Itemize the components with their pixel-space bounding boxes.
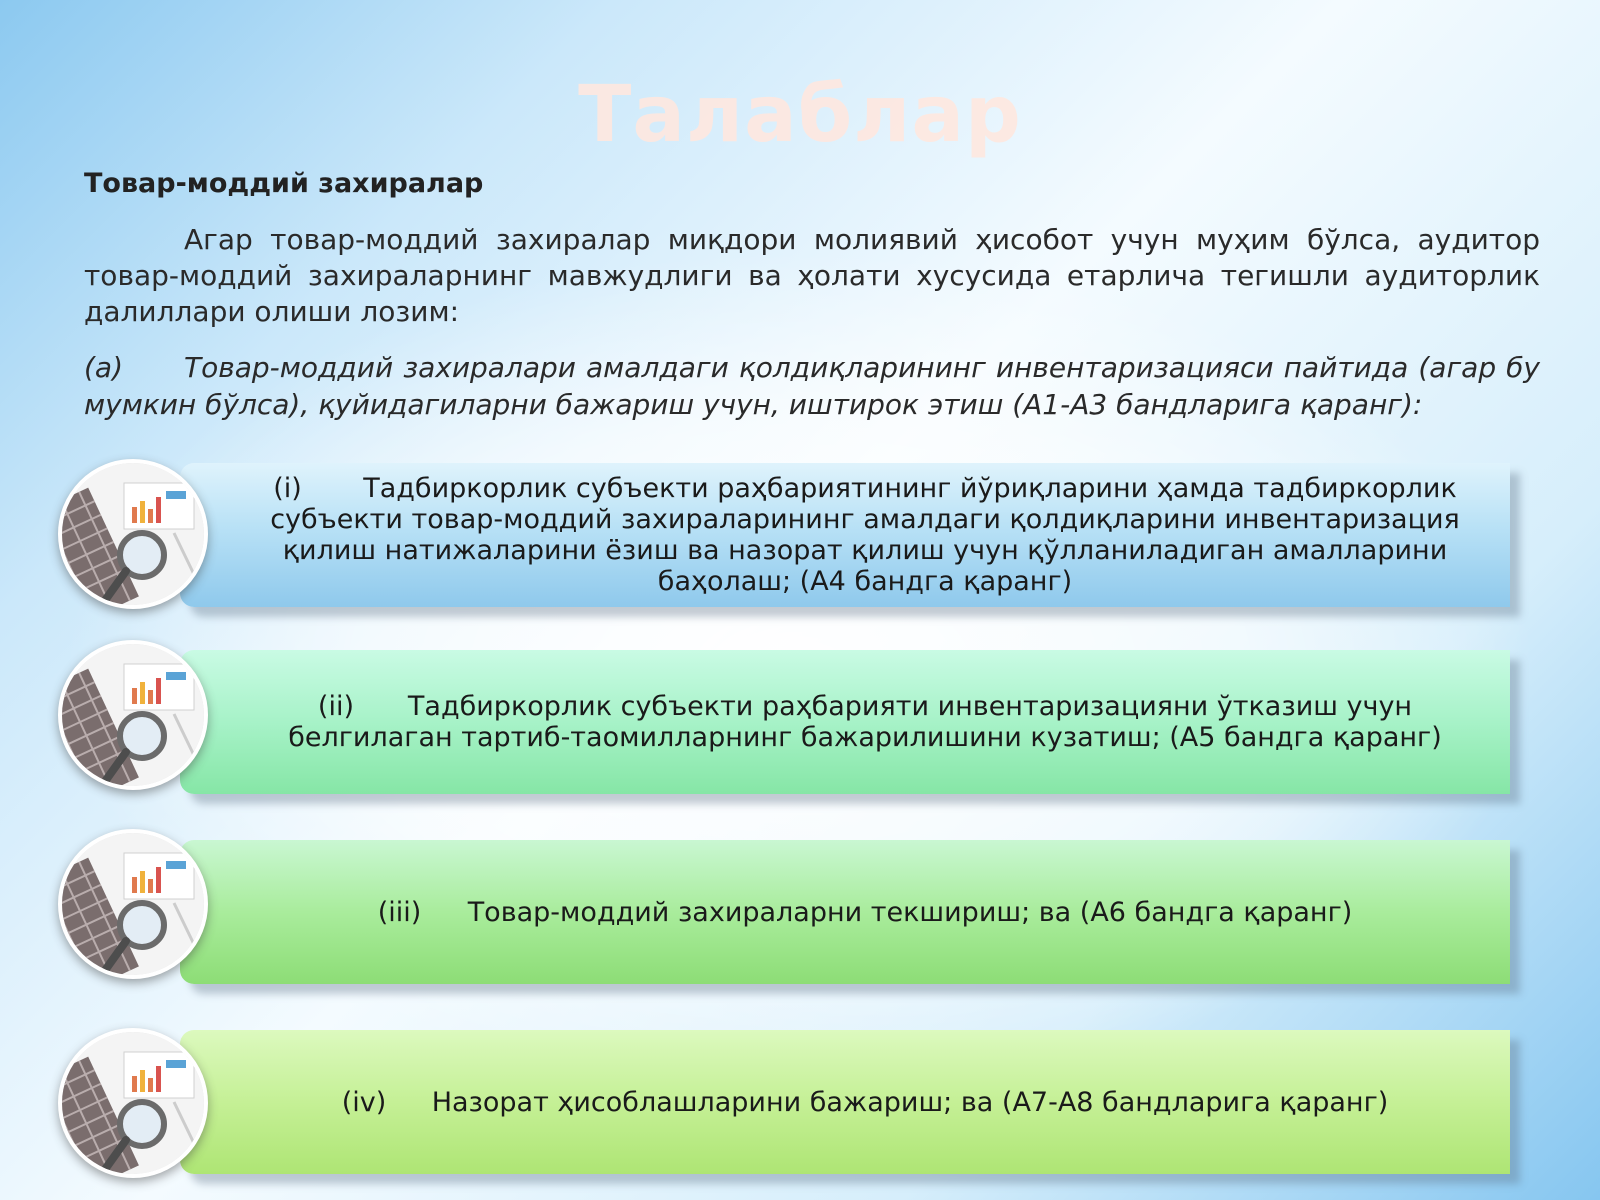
card-marker: (iv) [341, 1086, 387, 1118]
intro-paragraph: Агар товар-моддий захиралар миқдори молиявий ҳисобот учун муҳим бўлса, аудитор товар-моддий захираларнинг мавжудлиги ва ҳолати хусусида етарлича тегишли аудиторлик далиллари олиши лозим: [84, 223, 1540, 328]
card-marker: (ii) [317, 691, 354, 722]
card-marker: (i) [273, 473, 302, 504]
item-a-text: Товар-моддий захиралари амалдаги қолдиқларининг инвентаризацияси пайтида (агар бу мумкин бўлса), қуйидагиларни бажариш учун, иштирок этиш (А1-А3 бандларига қаранг): [84, 351, 1540, 421]
card-item-i [180, 463, 1510, 607]
card-text [378, 897, 1353, 928]
card-body: Назорат ҳисоблашларини бажариш; ва (А7-А8 бандларига қаранг) [431, 1086, 1389, 1118]
card-text [342, 1087, 1389, 1118]
item-a-marker: (а) [84, 351, 124, 384]
card-text [250, 691, 1480, 753]
card-item-ii [180, 650, 1510, 794]
card-body: Товар-моддий захираларни текшириш; ва (А6 бандга қаранг) [467, 896, 1353, 928]
card-body: Тадбиркорлик субъекти раҳбариятининг йўриқларини ҳамда тадбиркорлик субъекти товар-моддий захираларининг амалдаги қолдиқларини инвентаризация қилиш натижаларини ёзиш ва назорат қилиш учун қўлланиладиган амалларини баҳолаш; (А4 бандга қаранг) [270, 473, 1460, 597]
card-item-iii [180, 840, 1510, 984]
analytics-magnifier-icon [58, 459, 208, 609]
slide-title: Талаблар [578, 70, 1022, 160]
analytics-magnifier-icon [58, 640, 208, 790]
section-heading: Товар-моддий захиралар [84, 168, 484, 199]
card-body: Тадбиркорлик субъекти раҳбарияти инвентаризацияни ўтказиш учун белгилаган тартиб-таомилларнинг бажарилишини кузатиш; (А5 бандга қаранг) [288, 691, 1442, 753]
card-item-iv [180, 1030, 1510, 1174]
analytics-magnifier-icon [58, 1028, 208, 1178]
card-marker: (iii) [377, 896, 422, 928]
card-text [250, 473, 1480, 597]
analytics-magnifier-icon [58, 829, 208, 979]
item-a-paragraph [84, 349, 1540, 423]
